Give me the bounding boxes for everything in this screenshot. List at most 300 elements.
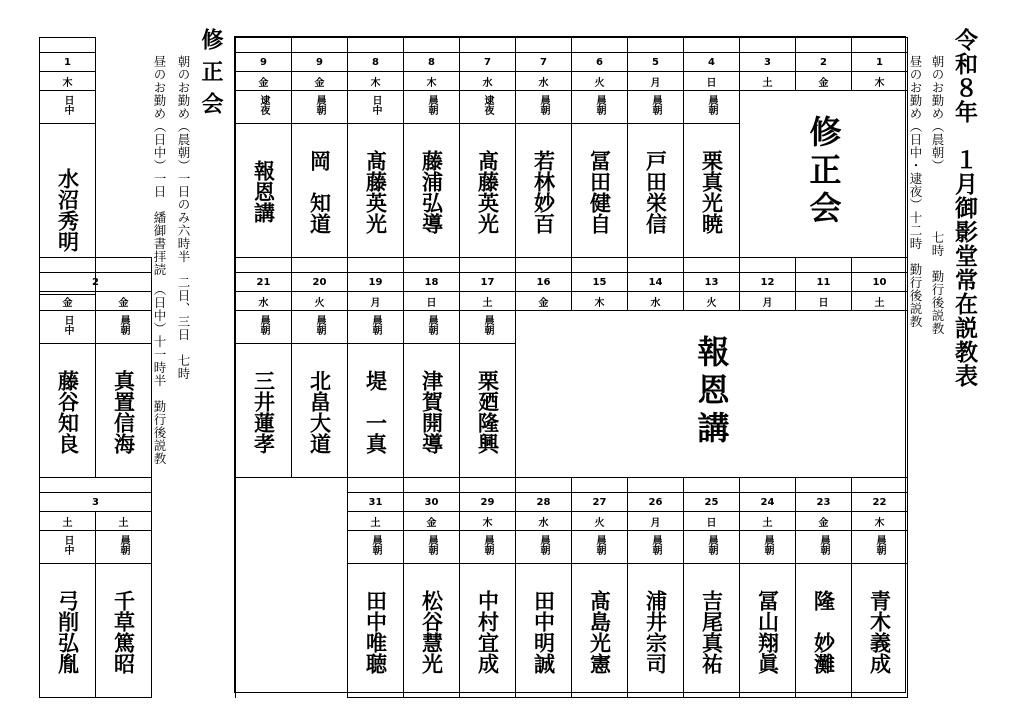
blank-cell xyxy=(40,38,96,53)
day-of-week xyxy=(404,512,460,531)
day-number-text: 22 xyxy=(872,496,887,508)
blank-cell xyxy=(404,478,460,493)
day-number xyxy=(40,273,152,292)
service-type xyxy=(684,531,740,564)
service-type xyxy=(572,531,628,564)
preacher-name xyxy=(348,124,404,258)
day-of-week xyxy=(516,512,572,531)
preacher-name xyxy=(684,564,740,698)
day-of-week-text: 木 xyxy=(594,297,605,309)
blank-cell xyxy=(684,38,740,53)
preacher-name xyxy=(292,344,348,478)
day-number-text: 21 xyxy=(256,276,271,288)
day-of-week-text: 土 xyxy=(370,517,381,529)
day-of-week xyxy=(852,512,908,531)
day-number-text: 8 xyxy=(428,56,435,68)
day-number xyxy=(348,53,404,72)
blank-cell xyxy=(852,38,908,53)
preacher-name-text: 中村宜成 xyxy=(475,589,500,674)
day-of-week xyxy=(684,72,740,91)
day-number xyxy=(796,493,852,512)
blank-cell xyxy=(628,258,684,273)
day-of-week xyxy=(404,292,460,311)
day-number-text: 8 xyxy=(372,56,379,68)
day-of-week-text: 火 xyxy=(594,77,605,89)
blank-cell xyxy=(40,478,152,493)
day-of-week xyxy=(852,72,908,91)
service-type-text: 晨朝 xyxy=(818,535,829,555)
preacher-name-text: 千草篤昭 xyxy=(111,589,136,674)
blank-cell xyxy=(796,38,852,53)
day-of-week-text: 木 xyxy=(874,77,885,89)
day-of-week xyxy=(460,72,516,91)
day-number xyxy=(404,493,460,512)
blank-cell xyxy=(740,478,796,493)
preacher-name xyxy=(236,344,292,478)
day-number-text: 13 xyxy=(704,276,719,288)
blank-cell xyxy=(460,258,516,273)
day-number-text: 31 xyxy=(368,496,383,508)
preacher-name-text: 栗廼隆興 xyxy=(475,369,500,454)
day-number-text: 28 xyxy=(536,496,551,508)
preacher-name-text: 髙藤英光 xyxy=(363,149,388,234)
shusei-note-morning: 朝のお勤め（晨朝）一日のみ六時半 二日、三日 七時 xyxy=(176,55,191,380)
blank-cell xyxy=(740,258,796,273)
day-number-text: 19 xyxy=(368,276,383,288)
day-number xyxy=(292,53,348,72)
day-number-text: 26 xyxy=(648,496,663,508)
day-number xyxy=(796,273,852,292)
day-of-week xyxy=(348,72,404,91)
service-type-text: 逮夜 xyxy=(258,95,269,115)
day-of-week-text: 土 xyxy=(762,517,773,529)
day-of-week xyxy=(404,72,460,91)
day-of-week xyxy=(460,292,516,311)
service-type-text: 晨朝 xyxy=(482,535,493,555)
day-number-text: 10 xyxy=(872,276,887,288)
preacher-name-text: 浦井宗司 xyxy=(643,589,668,674)
day-number xyxy=(236,53,292,72)
service-type-text: 晨朝 xyxy=(538,95,549,115)
big-label-shusei-text: 修正会 xyxy=(804,115,843,229)
preacher-name xyxy=(460,344,516,478)
blank-cell xyxy=(348,478,404,493)
day-of-week xyxy=(684,512,740,531)
day-number xyxy=(40,53,96,72)
day-of-week xyxy=(628,292,684,311)
day-of-week-text: 日 xyxy=(426,297,437,309)
preacher-name-text: 冨山翔眞 xyxy=(755,589,780,674)
day-of-week xyxy=(796,512,852,531)
preacher-name-text: 岡 知道 xyxy=(307,149,332,234)
service-type-text: 晨朝 xyxy=(594,95,605,115)
day-number-text: 9 xyxy=(260,56,267,68)
blank-cell xyxy=(628,478,684,493)
day-number xyxy=(628,53,684,72)
day-number-text: 30 xyxy=(424,496,439,508)
service-type xyxy=(684,91,740,124)
preacher-name-text: 堤 一真 xyxy=(363,369,388,454)
day-number xyxy=(516,493,572,512)
day-of-week-text: 金 xyxy=(426,517,437,529)
service-type-text: 晨朝 xyxy=(762,535,773,555)
day-of-week xyxy=(516,292,572,311)
day-of-week-text: 金 xyxy=(818,517,829,529)
preacher-name-text: 冨田健自 xyxy=(587,149,612,234)
service-type-text: 晨朝 xyxy=(258,315,269,335)
blank-cell xyxy=(348,38,404,53)
day-of-week-text: 土 xyxy=(118,517,129,529)
preacher-name-text: 津賀開導 xyxy=(419,369,444,454)
day-number-text: 27 xyxy=(592,496,607,508)
day-number xyxy=(572,53,628,72)
day-number xyxy=(684,493,740,512)
blank-cell xyxy=(852,258,908,273)
blank-cell xyxy=(348,258,404,273)
day-number xyxy=(348,273,404,292)
preacher-name xyxy=(292,124,348,258)
preacher-name xyxy=(40,344,96,478)
day-of-week-text: 土 xyxy=(62,517,73,529)
preacher-name xyxy=(96,344,152,478)
day-number xyxy=(404,53,460,72)
blank-cell xyxy=(852,478,908,493)
preacher-name xyxy=(236,124,292,258)
day-of-week-text: 金 xyxy=(818,77,829,89)
day-of-week xyxy=(460,512,516,531)
day-number xyxy=(40,493,152,512)
service-type-text: 晨朝 xyxy=(538,535,549,555)
day-of-week xyxy=(292,72,348,91)
day-number-text: 2 xyxy=(92,276,99,288)
blank-cell xyxy=(572,478,628,493)
service-type-text: 晨朝 xyxy=(706,535,717,555)
day-of-week-text: 火 xyxy=(594,517,605,529)
day-number xyxy=(684,53,740,72)
preacher-name-text: 若林妙百 xyxy=(531,149,556,234)
service-type xyxy=(236,311,292,344)
schedule-row-2 xyxy=(235,257,908,478)
day-number-text: 1 xyxy=(64,56,71,68)
day-number xyxy=(572,273,628,292)
empty-cell xyxy=(236,478,348,698)
preacher-name-text: 松谷慧光 xyxy=(419,589,444,674)
blank-cell xyxy=(236,38,292,53)
day-number xyxy=(852,493,908,512)
service-type-text: 晨朝 xyxy=(482,315,493,335)
day-of-week-text: 火 xyxy=(706,297,717,309)
big-label-hoonko-text: 報恩講 xyxy=(692,335,731,449)
service-type xyxy=(740,531,796,564)
day-number xyxy=(852,53,908,72)
preacher-name-text: 田中明誠 xyxy=(531,589,556,674)
blank-cell xyxy=(292,258,348,273)
service-type xyxy=(292,311,348,344)
day-of-week-text: 水 xyxy=(258,297,269,309)
day-of-week-text: 水 xyxy=(538,517,549,529)
service-type xyxy=(460,531,516,564)
preacher-name-text: 青木義成 xyxy=(867,589,892,674)
day-of-week-text: 金 xyxy=(118,297,129,309)
preacher-name-text: 隆 妙灘 xyxy=(811,589,836,674)
day-number xyxy=(292,273,348,292)
preacher-name-text: 水沼秀明 xyxy=(55,168,80,252)
day-number-text: 14 xyxy=(648,276,663,288)
service-type xyxy=(404,91,460,124)
service-type-text: 晨朝 xyxy=(118,315,129,335)
service-type xyxy=(96,311,152,344)
preacher-name-text: 髙島光憲 xyxy=(587,589,612,674)
day-of-week xyxy=(40,292,96,311)
day-number-text: 20 xyxy=(312,276,327,288)
day-number-text: 6 xyxy=(596,56,603,68)
day-number-text: 29 xyxy=(480,496,495,508)
preacher-name-text: 藤浦弘導 xyxy=(419,149,444,234)
preacher-name xyxy=(460,124,516,258)
service-type-text: 晨朝 xyxy=(370,535,381,555)
shusei-day-2 xyxy=(39,257,152,478)
service-type-text: 晨朝 xyxy=(314,95,325,115)
preacher-name xyxy=(404,124,460,258)
service-type xyxy=(404,531,460,564)
day-of-week xyxy=(236,72,292,91)
blank-cell xyxy=(460,478,516,493)
main-note-noon: 昼のお勤め（日中・逮夜）十二時 勤行後説教 xyxy=(908,55,923,328)
day-of-week xyxy=(572,512,628,531)
day-number xyxy=(460,53,516,72)
day-of-week-text: 水 xyxy=(650,297,661,309)
service-type xyxy=(628,531,684,564)
shusei-header: 修正会 xyxy=(198,28,223,124)
day-number-text: 12 xyxy=(760,276,775,288)
day-number-text: 2 xyxy=(820,56,827,68)
preacher-name xyxy=(348,344,404,478)
day-number xyxy=(740,273,796,292)
service-type xyxy=(796,531,852,564)
blank-cell xyxy=(404,38,460,53)
service-type-text: 日中 xyxy=(62,95,73,115)
service-type xyxy=(572,91,628,124)
blank-cell xyxy=(684,258,740,273)
day-of-week-text: 土 xyxy=(874,297,885,309)
day-of-week-text: 日 xyxy=(706,517,717,529)
day-of-week xyxy=(740,72,796,91)
day-number xyxy=(348,493,404,512)
day-number-text: 18 xyxy=(424,276,439,288)
day-of-week-text: 月 xyxy=(370,297,381,309)
blank-cell xyxy=(572,38,628,53)
day-of-week-text: 月 xyxy=(650,517,661,529)
day-of-week xyxy=(572,72,628,91)
day-of-week-text: 木 xyxy=(482,517,493,529)
shusei-day-3 xyxy=(39,477,152,698)
day-of-week-text: 木 xyxy=(370,77,381,89)
preacher-name xyxy=(348,564,404,698)
service-type xyxy=(516,91,572,124)
day-number xyxy=(684,273,740,292)
service-type-text: 日中 xyxy=(370,95,381,115)
blank-cell xyxy=(404,258,460,273)
blank-cell xyxy=(796,258,852,273)
day-number-text: 16 xyxy=(536,276,551,288)
service-type xyxy=(404,311,460,344)
day-of-week-text: 木 xyxy=(874,517,885,529)
service-type-text: 日中 xyxy=(62,535,73,555)
day-number-text: 24 xyxy=(760,496,775,508)
day-of-week xyxy=(40,72,96,91)
day-number-text: 25 xyxy=(704,496,719,508)
day-number-text: 7 xyxy=(540,56,547,68)
preacher-name-text: 髙藤英光 xyxy=(475,149,500,234)
day-of-week xyxy=(796,72,852,91)
day-number-text: 11 xyxy=(816,276,831,288)
blank-cell xyxy=(236,258,292,273)
day-number xyxy=(796,53,852,72)
schedule-row-3 xyxy=(235,477,908,698)
service-type-text: 日中 xyxy=(62,315,73,335)
service-type xyxy=(96,531,152,564)
blank-cell xyxy=(292,38,348,53)
day-of-week xyxy=(572,292,628,311)
day-of-week-text: 日 xyxy=(706,77,717,89)
preacher-name xyxy=(684,124,740,258)
service-type xyxy=(292,91,348,124)
day-of-week xyxy=(40,512,96,531)
day-of-week xyxy=(96,512,152,531)
day-number-text: 7 xyxy=(484,56,491,68)
day-number xyxy=(516,273,572,292)
service-type-text: 晨朝 xyxy=(118,535,129,555)
day-of-week-text: 水 xyxy=(482,77,493,89)
day-number-text: 9 xyxy=(316,56,323,68)
service-type xyxy=(348,311,404,344)
preacher-name-text: 藤谷知良 xyxy=(55,369,80,454)
day-of-week-text: 日 xyxy=(818,297,829,309)
preacher-name-text: 栗真光暁 xyxy=(699,149,724,234)
day-number xyxy=(740,53,796,72)
day-number xyxy=(404,273,460,292)
day-of-week xyxy=(740,512,796,531)
service-type-text: 晨朝 xyxy=(650,95,661,115)
blank-cell xyxy=(516,38,572,53)
day-of-week xyxy=(348,292,404,311)
day-number xyxy=(740,493,796,512)
preacher-name-text: 三井蓮孝 xyxy=(251,369,276,454)
preacher-name-text: 北畠大道 xyxy=(307,369,332,454)
day-of-week-text: 金 xyxy=(314,77,325,89)
preacher-name xyxy=(460,564,516,698)
service-type-text: 晨朝 xyxy=(874,535,885,555)
preacher-name-text: 弓削弘胤 xyxy=(55,589,80,674)
preacher-name xyxy=(852,564,908,698)
day-number-text: 17 xyxy=(480,276,495,288)
day-of-week xyxy=(740,292,796,311)
day-of-week-text: 土 xyxy=(762,77,773,89)
service-type xyxy=(40,531,96,564)
day-number xyxy=(460,493,516,512)
day-number xyxy=(572,493,628,512)
blank-cell xyxy=(684,478,740,493)
service-type-text: 晨朝 xyxy=(706,95,717,115)
service-type xyxy=(516,531,572,564)
preacher-name xyxy=(96,564,152,698)
day-of-week-text: 金 xyxy=(62,297,73,309)
day-number-text: 3 xyxy=(92,496,99,508)
day-of-week-text: 土 xyxy=(482,297,493,309)
preacher-name xyxy=(628,124,684,258)
day-of-week xyxy=(628,72,684,91)
preacher-name xyxy=(516,124,572,258)
blank-cell xyxy=(460,38,516,53)
service-type xyxy=(460,91,516,124)
service-type xyxy=(40,311,96,344)
day-number xyxy=(516,53,572,72)
blank-cell xyxy=(40,258,152,273)
preacher-name xyxy=(572,124,628,258)
service-type xyxy=(852,531,908,564)
preacher-name-text: 真置信海 xyxy=(111,369,136,454)
preacher-name-text: 報恩講 xyxy=(251,160,276,223)
blank-cell xyxy=(740,38,796,53)
service-type-text: 晨朝 xyxy=(426,95,437,115)
day-number-text: 1 xyxy=(876,56,883,68)
preacher-name xyxy=(572,564,628,698)
service-type-text: 晨朝 xyxy=(426,535,437,555)
day-number xyxy=(852,273,908,292)
day-of-week xyxy=(852,292,908,311)
preacher-name-text: 吉尾真祐 xyxy=(699,589,724,674)
day-of-week-text: 月 xyxy=(650,77,661,89)
day-number xyxy=(460,273,516,292)
preacher-name xyxy=(796,564,852,698)
preacher-name xyxy=(628,564,684,698)
preacher-name xyxy=(40,564,96,698)
preacher-name xyxy=(740,564,796,698)
preacher-name-text: 田中唯聴 xyxy=(363,589,388,674)
day-of-week-text: 水 xyxy=(538,77,549,89)
blank-cell xyxy=(516,478,572,493)
day-of-week-text: 木 xyxy=(62,77,73,89)
blank-cell xyxy=(628,38,684,53)
preacher-name xyxy=(516,564,572,698)
service-type xyxy=(348,531,404,564)
preacher-name xyxy=(404,564,460,698)
service-type-text: 晨朝 xyxy=(370,315,381,335)
day-number-text: 5 xyxy=(652,56,659,68)
shusei-note-noon: 昼のお勤め（日中）一日 繙御書拝読 （日中）十一時半 勤行後説教 xyxy=(152,55,167,465)
day-of-week xyxy=(796,292,852,311)
day-of-week-text: 木 xyxy=(426,77,437,89)
preacher-name xyxy=(404,344,460,478)
blank-cell xyxy=(796,478,852,493)
day-number-text: 15 xyxy=(592,276,607,288)
service-type xyxy=(628,91,684,124)
day-of-week-text: 火 xyxy=(314,297,325,309)
day-of-week xyxy=(236,292,292,311)
service-type xyxy=(40,91,96,124)
day-of-week-text: 金 xyxy=(538,297,549,309)
day-number xyxy=(628,493,684,512)
day-number xyxy=(236,273,292,292)
service-type-text: 晨朝 xyxy=(594,535,605,555)
service-type xyxy=(236,91,292,124)
main-note-morning: 朝のお勤め（晨朝） 七時 勤行後説教 xyxy=(930,55,945,335)
day-of-week xyxy=(348,512,404,531)
service-type-text: 晨朝 xyxy=(650,535,661,555)
big-label-shusei xyxy=(740,91,908,258)
day-number-text: 3 xyxy=(764,56,771,68)
day-number-text: 4 xyxy=(708,56,715,68)
